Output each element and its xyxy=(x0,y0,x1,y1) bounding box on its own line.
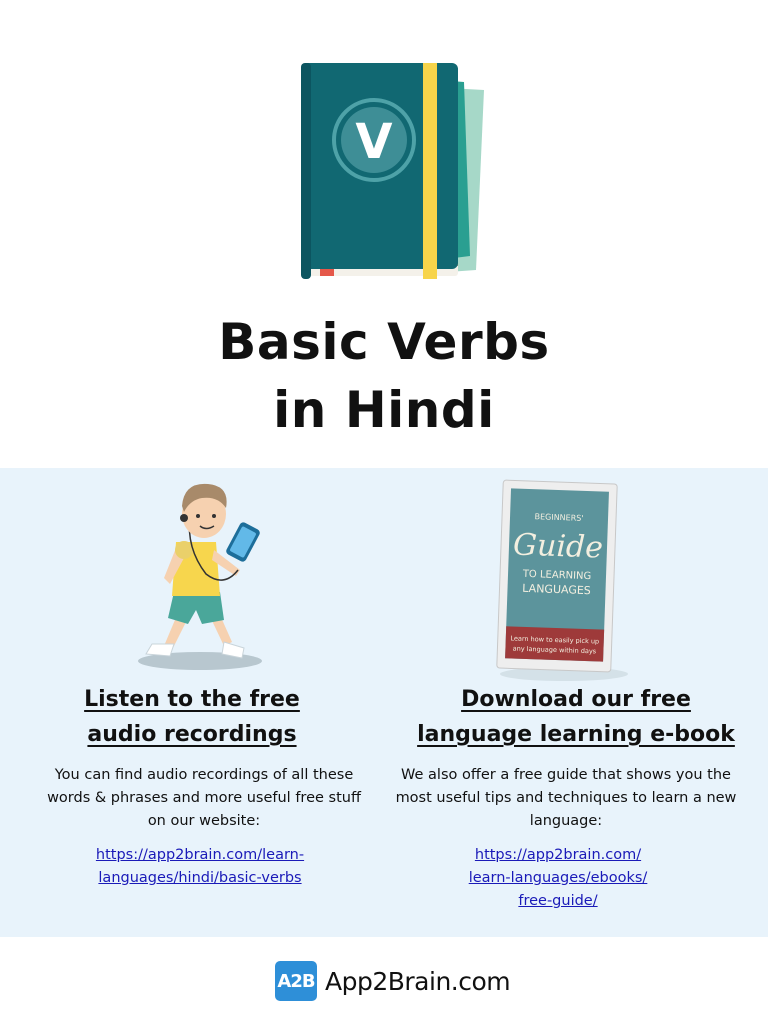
ebook-heading-line-1: Download our free xyxy=(461,687,691,712)
ebook-link-line-3[interactable]: free-guide/ xyxy=(518,893,598,909)
ebook-heading xyxy=(384,682,768,752)
hero-section xyxy=(0,0,768,468)
title-line-1: Basic Verbs xyxy=(218,313,550,371)
resources-band xyxy=(0,468,768,937)
ebook-description: We also offer a free guide that shows you the most useful tips and techniques to learn a new language: xyxy=(395,767,737,829)
book-letter: V xyxy=(355,114,393,170)
app2brain-logo[interactable] xyxy=(275,961,510,1001)
title-line-2: in Hindi xyxy=(273,381,495,439)
ebook-link-line-1[interactable]: https://app2brain.com/ xyxy=(474,847,642,863)
ebook-big-word: Guide xyxy=(512,527,604,566)
verb-book-icon xyxy=(298,60,488,282)
ebook-download-link[interactable] xyxy=(366,844,750,913)
audio-heading xyxy=(0,682,384,752)
ebook-tagline-1: Learn how to easily pick up xyxy=(510,634,600,646)
ebook-sub-2: LANGUAGES xyxy=(522,581,591,598)
audio-column xyxy=(0,468,384,937)
a2b-badge-icon: A2B xyxy=(275,961,317,1001)
audio-link-line-2[interactable]: languages/hindi/basic-verbs xyxy=(98,870,302,886)
audio-heading-line-1: Listen to the free xyxy=(84,687,300,712)
ebook-tagline-2: any language within days xyxy=(512,644,597,656)
boy-listening-illustration xyxy=(128,478,278,678)
ebook-column xyxy=(384,468,768,937)
audio-heading-line-2: audio recordings xyxy=(87,722,297,747)
brand-name: App2Brain.com xyxy=(325,966,511,996)
audio-description: You can find audio recordings of all these words & phrases and more useful free stuff on our website: xyxy=(47,767,361,829)
ebook-link-line-2[interactable]: learn-languages/ebooks/ xyxy=(468,870,648,886)
ebook-cover-illustration xyxy=(494,478,634,683)
ebook-sub-1: TO LEARNING xyxy=(522,568,592,583)
footer xyxy=(0,937,768,1024)
ebook-top-label: BEGINNERS' xyxy=(534,512,584,523)
audio-recordings-link[interactable] xyxy=(8,844,392,890)
page-title xyxy=(0,308,768,444)
audio-link-line-1[interactable]: https://app2brain.com/learn- xyxy=(95,847,305,863)
ebook-heading-line-2: language learning e-book xyxy=(417,722,735,747)
